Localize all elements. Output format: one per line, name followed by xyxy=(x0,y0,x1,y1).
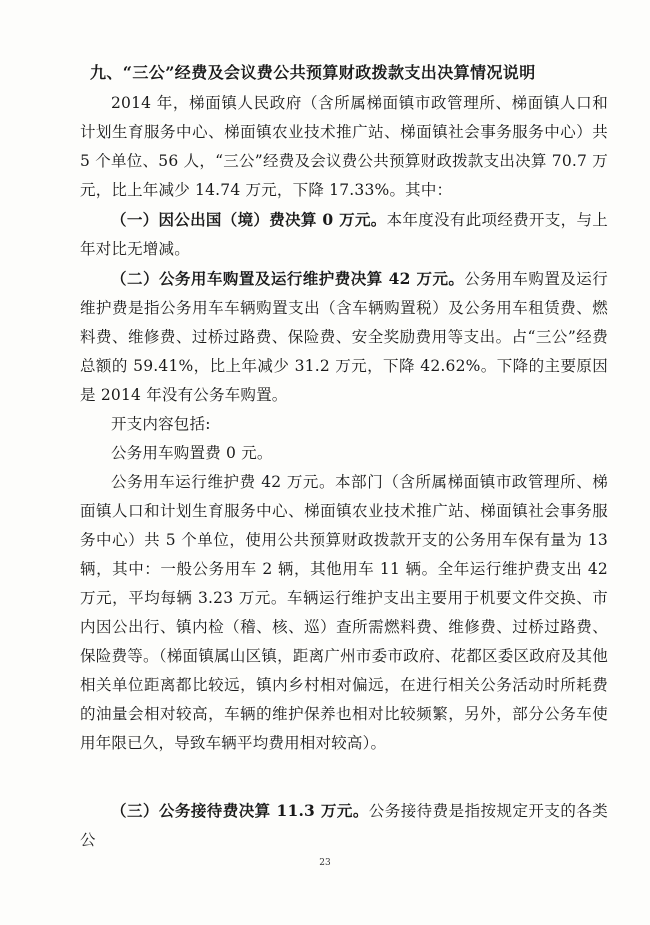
maintenance-paragraph: 公务用车运行维护费 42 万元。本部门（含所属梯面镇市政管理所、梯面镇人口和计划生育服务中心、梯面镇农业技术推广站、梯面镇社会事务服务中心）共 5 个单位，使用公共预算财政拨款开支的公务用车保有量为 13 辆，其中：一般公务用车 2 辆，其他用车 11 辆。全年运行维护费支出 42 万元，平均每辆 3.23 万元。车辆运行维护支出主要用于机要文件交换、市内因公出行、镇内检（稽、核、巡）查所需燃料费、维修费、过桥过路费、保险费等。（梯面镇属山区镇，距离广州市委市政府、花都区委区政府及其他相关单位距离都比较远，镇内乡村相对偏远，在进行相关公务活动时所耗费的油量会相对较高，车辆的维护保养也相对比较频繁，另外，部分公务车使用年限已久，导致车辆平均费用相对较高）。 xyxy=(80,473,608,752)
section-2-title: （二）公务用车购置及运行维护费决算 42 万元。 xyxy=(111,269,465,288)
section-2-body: 公务用车购置及运行维护费是指公务用车车辆购置支出（含车辆购置税）及公务用车租赁费、燃料费、维修费、过桥过路费、保险费、安全奖励费用等支出。占“三公”经费总额的 59.41%，比上年减少 31.2 万元，下降 42.62%。下降的主要原因是 2014 年没有公务车购置。 xyxy=(80,270,608,404)
section-1-title: （一）因公出国（境）费决算 0 万元。 xyxy=(111,210,387,229)
section-3-paragraph xyxy=(80,796,608,855)
section-2-paragraph xyxy=(80,264,608,410)
expense-intro: 开支内容包括: xyxy=(111,415,211,433)
section-3-title: （三）公务接待费决算 11.3 万元。 xyxy=(111,801,369,820)
section-heading: 九、“三公”经费及会议费公共预算财政拨款支出决算情况说明 xyxy=(90,63,536,82)
purchase-line: 公务用车购置费 0 元。 xyxy=(111,444,273,462)
page-number: 23 xyxy=(319,858,331,868)
document-body xyxy=(80,58,608,855)
section-1-paragraph xyxy=(80,205,608,264)
intro-paragraph: 2014 年，梯面镇人民政府（含所属梯面镇市政管理所、梯面镇人口和计划生育服务中心、梯面镇农业技术推广站、梯面镇社会事务服务中心）共 5 个单位、56 人，“三公”经费及会议费公共预算财政拨款支出决算 70.7 万元，比上年减少 14.74 万元，下降 17.33%。其中： xyxy=(80,94,608,199)
section-1-body: 本年度没有此项经费开支，与上年对比无增减。 xyxy=(80,211,608,258)
section-3-body: 公务接待费是指按规定开支的各类公 xyxy=(80,802,608,849)
